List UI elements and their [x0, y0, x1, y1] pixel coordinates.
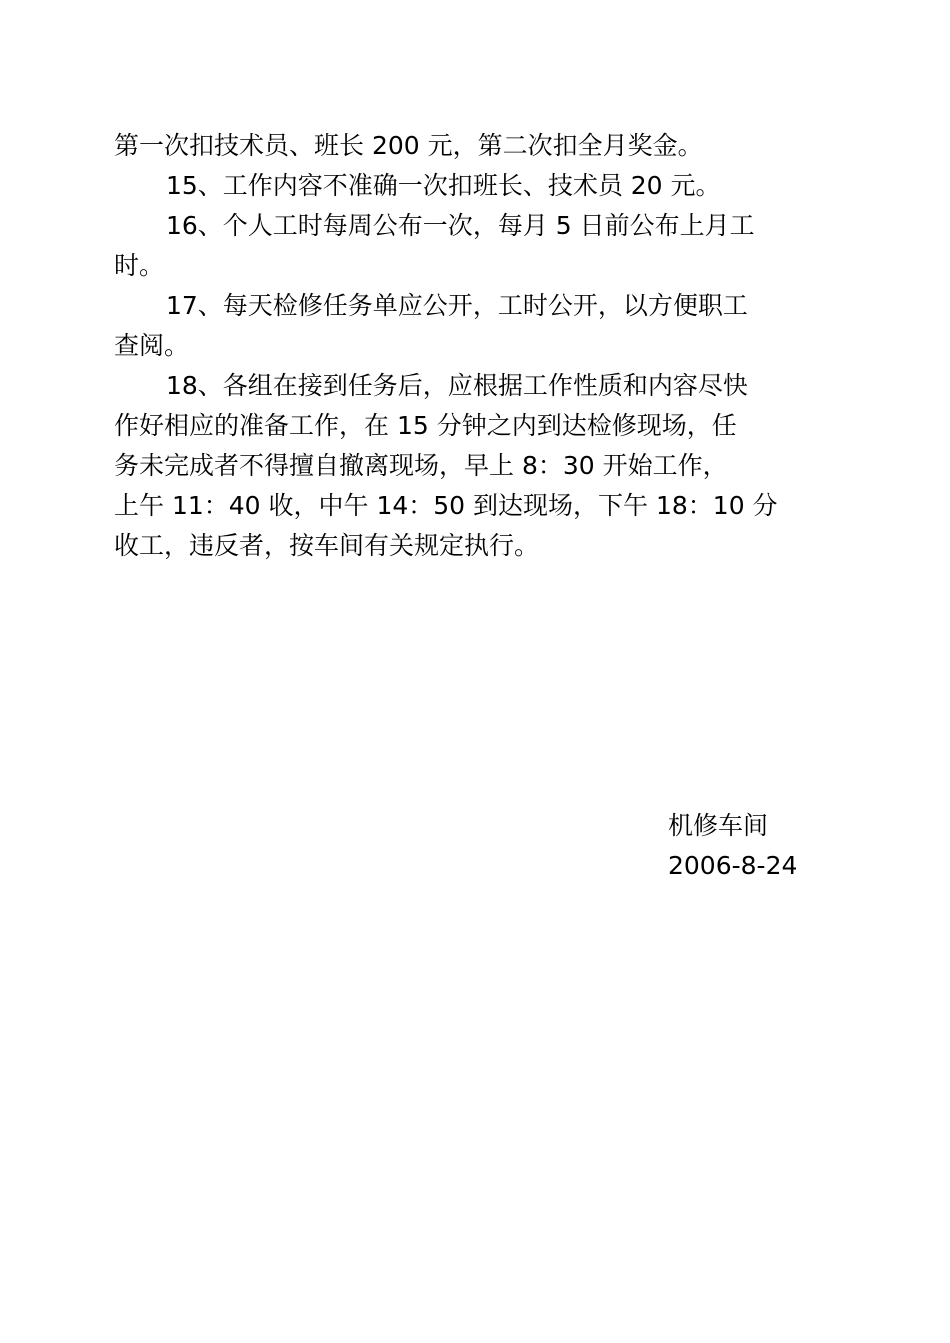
- body-line: 时。: [114, 251, 165, 280]
- rule-18-line: 18、各组在接到任务后，应根据工作性质和内容尽快: [166, 371, 748, 400]
- rule-15-line: 15、工作内容不准确一次扣班长、技术员 20 元。: [166, 171, 721, 200]
- signature-department: 机修车间: [668, 811, 769, 840]
- signature-block: [668, 806, 797, 886]
- document-body: [114, 126, 838, 566]
- body-line: 作好相应的准备工作，在 15 分钟之内到达检修现场，任: [114, 411, 737, 440]
- body-line: 务未完成者不得擅自撤离现场，早上 8：30 开始工作，: [114, 451, 728, 480]
- body-line: 查阅。: [114, 331, 190, 360]
- body-line: 第一次扣技术员、班长 200 元，第二次扣全月奖金。: [114, 131, 703, 160]
- signature-date: 2006-8-24: [668, 851, 798, 880]
- rule-17-line: 17、每天检修任务单应公开，工时公开，以方便职工: [166, 291, 748, 320]
- body-line: 上午 11：40 收，中午 14：50 到达现场，下午 18：10 分: [114, 491, 778, 520]
- body-line: 收工，违反者，按车间有关规定执行。: [114, 531, 540, 560]
- rule-16-line: 16、个人工时每周公布一次，每月 5 日前公布上月工: [166, 211, 755, 240]
